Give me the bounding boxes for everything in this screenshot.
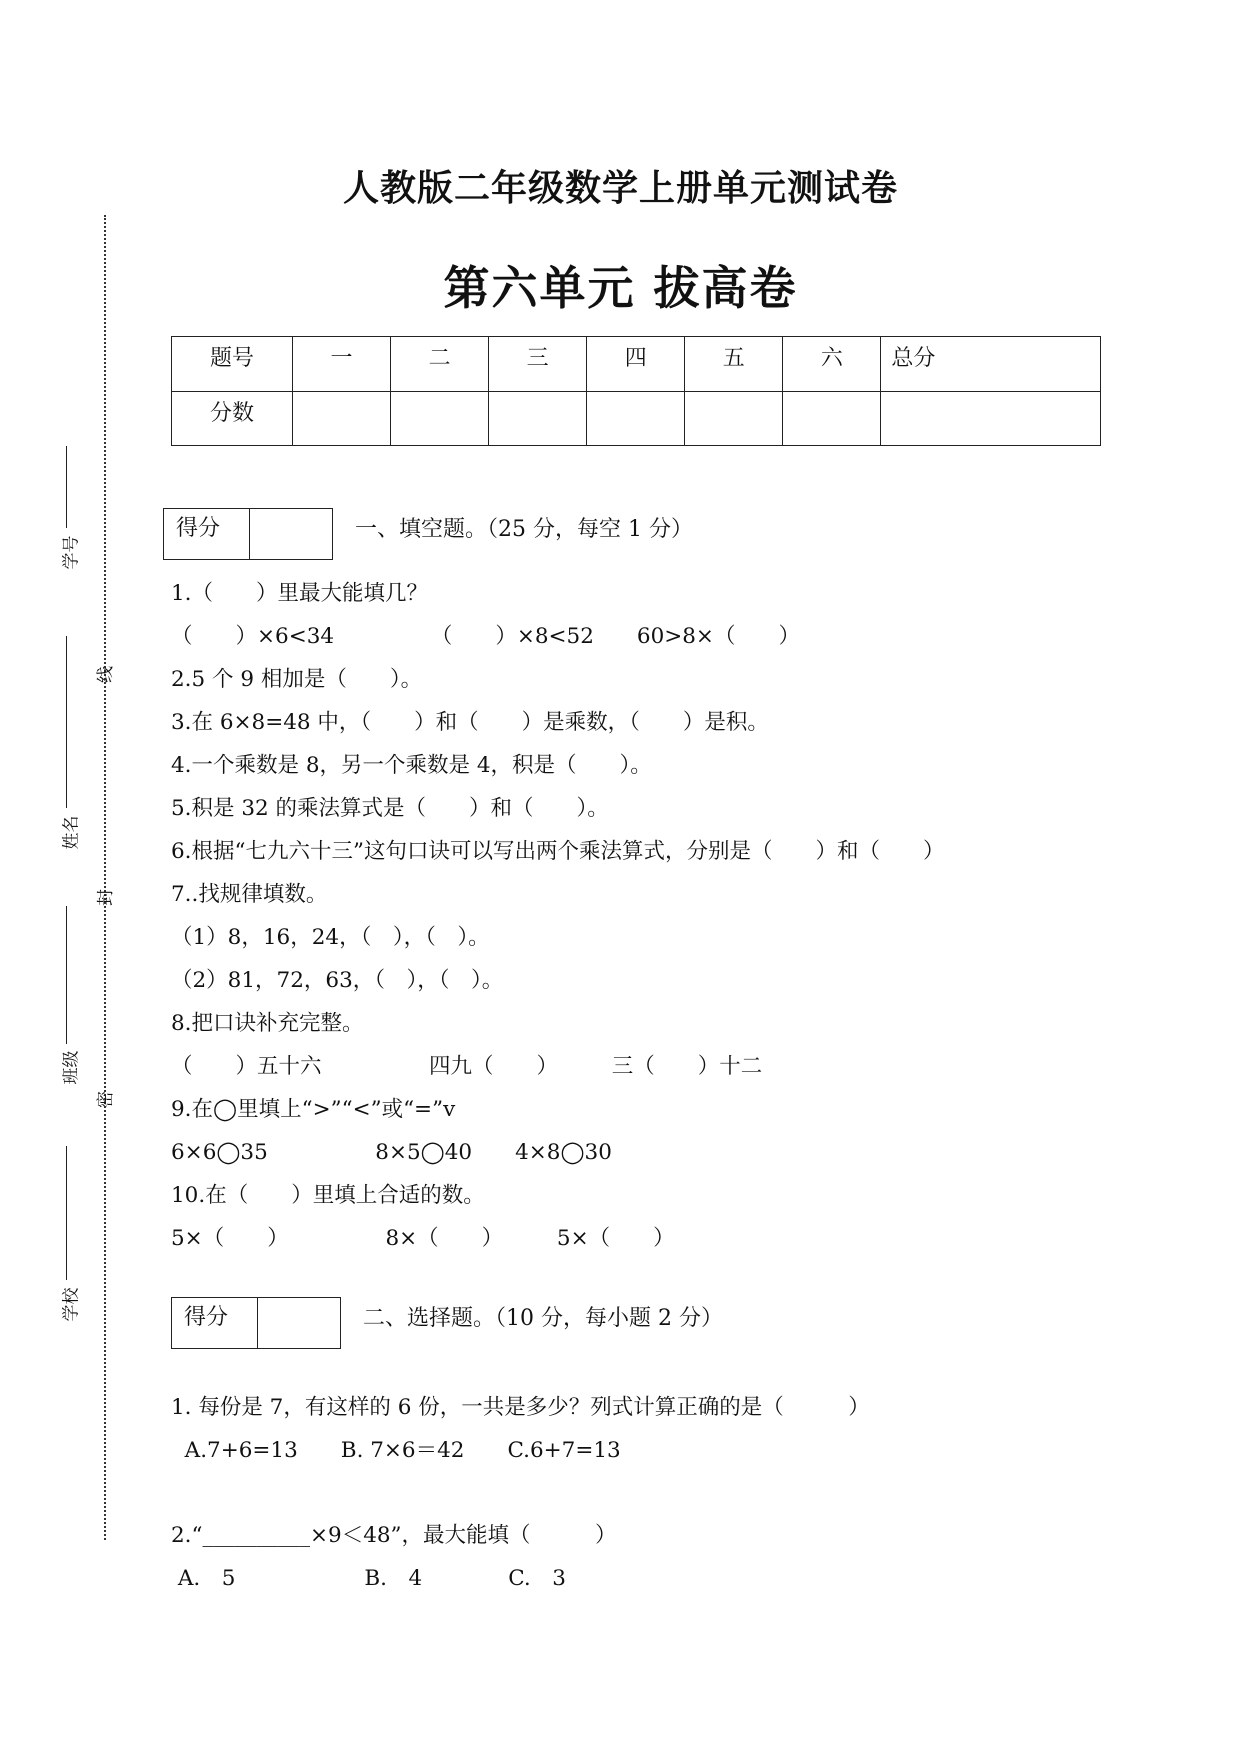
student-id-blank[interactable] [66,446,67,528]
score-table-input-cell[interactable] [881,391,1101,446]
section2-title: 二、选择题。（10 分，每小题 2 分） [363,1306,723,1331]
school-label: 学校 [61,1287,82,1322]
score-table-cell: 分数 [172,391,293,446]
question-line: 6×6◯35 8×5◯40 4×8◯30 [171,1140,612,1165]
question-line: 1. 每份是 7，有这样的 6 份，一共是多少？列式计算正确的是（ ） [171,1395,870,1420]
section1-score-label: 得分 [164,509,250,559]
question-line: 5.积是 32 的乘法算式是（ ）和（ ）。 [171,796,609,821]
exam-unit-title: 第六单元 拔高卷 [443,261,798,315]
question-line: 2.“__________×9＜48”，最大能填（ ） [171,1523,617,1548]
class-label: 班级 [61,1050,82,1085]
question-line: A.7+6=13 B. 7×6＝42 C.6+7=13 [171,1438,621,1463]
question-line: 7..找规律填数。 [171,882,328,907]
question-line: （ ）五十六 四九（ ） 三（ ）十二 [171,1054,763,1079]
section1-title: 一、填空题。（25 分，每空 1 分） [355,517,693,542]
question-line: A. 5 B. 4 C. 3 [171,1566,566,1591]
score-table-cell: 二 [391,337,489,392]
binding-dotted-line [104,215,106,1540]
question-line: 10.在（ ）里填上合适的数。 [171,1183,485,1208]
school-blank[interactable] [66,1146,67,1280]
score-table-cell: 四 [587,337,685,392]
question-line: 9.在◯里填上“>”“<”或“=”v [171,1097,456,1122]
seal-char-seal: 封 [96,889,116,906]
question-line: （ ）×6<34 （ ）×8<52 60>8×（ ） [171,624,800,649]
student-name-blank[interactable] [66,636,67,808]
question-line: 3.在 6×8=48 中，（ ）和（ ）是乘数，（ ）是积。 [171,710,769,735]
score-table-input-cell[interactable] [293,391,391,446]
question-line: 8.把口诀补充完整。 [171,1011,364,1036]
score-table-input-cell[interactable] [587,391,685,446]
seal-char-line: 线 [96,666,116,683]
score-table-cell: 一 [293,337,391,392]
score-table-cell: 六 [783,337,881,392]
question-line: 5×（ ） 8×（ ） 5×（ ） [171,1226,675,1251]
question-line: 6.根据“七九六十三”这句口诀可以写出两个乘法算式，分别是（ ）和（ ） [171,839,945,864]
question-line: （1）8，16，24，（ ），（ ）。 [171,925,490,950]
seal-char-secret: 密 [96,1091,116,1108]
score-table-cell: 五 [685,337,783,392]
student-name-label: 姓名 [61,815,82,850]
score-table-cell: 总分 [881,337,1101,392]
score-table-cell: 三 [489,337,587,392]
score-table [171,336,1101,446]
question-line: （2）81，72，63，（ ），（ ）。 [171,968,504,993]
question-line: 2.5 个 9 相加是（ ）。 [171,667,423,692]
student-id-label: 学号 [61,535,82,570]
section2-score-box [171,1297,341,1349]
section1-score-box [163,508,333,560]
question-line: 4.一个乘数是 8，另一个乘数是 4，积是（ ）。 [171,753,652,778]
exam-series-title: 人教版二年级数学上册单元测试卷 [342,168,898,209]
class-blank[interactable] [66,906,67,1044]
score-table-input-cell[interactable] [489,391,587,446]
question-line: 1.（ ）里最大能填几？ [171,581,429,606]
score-table-header-row [172,337,1101,392]
score-table-input-cell[interactable] [391,391,489,446]
score-table-score-row [172,391,1101,446]
section2-score-label: 得分 [172,1298,258,1348]
score-table-input-cell[interactable] [783,391,881,446]
score-table-cell: 题号 [172,337,293,392]
score-table-input-cell[interactable] [685,391,783,446]
